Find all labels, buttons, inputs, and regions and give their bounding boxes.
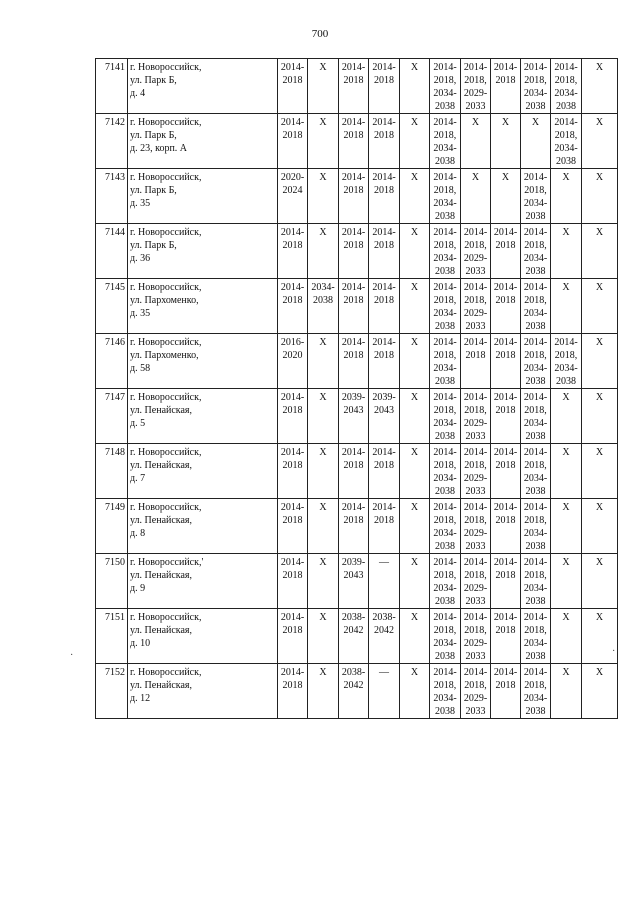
period-cell-10: X	[551, 389, 582, 444]
row-number-cell: 7150	[96, 554, 128, 609]
period-cell-7: 2014- 2018, 2029- 2033	[461, 609, 491, 664]
period-cell-10: 2014- 2018, 2034- 2038	[551, 114, 582, 169]
period-cell-11: X	[582, 224, 618, 279]
period-cell-4: 2014- 2018	[369, 224, 400, 279]
period-cell-9: 2014- 2018, 2034- 2038	[521, 499, 551, 554]
period-cell-5: X	[400, 59, 430, 114]
row-number-cell: 7151	[96, 609, 128, 664]
period-cell-2: X	[308, 664, 339, 719]
period-cell-3: 2014- 2018	[339, 224, 369, 279]
period-cell-10: X	[551, 499, 582, 554]
period-cell-9: 2014- 2018, 2034- 2038	[521, 169, 551, 224]
row-number-cell: 7143	[96, 169, 128, 224]
stray-mark-right: ·	[612, 646, 616, 657]
period-cell-7: 2014- 2018, 2029- 2033	[461, 664, 491, 719]
address-cell: г. Новороссийск, ул. Пархоменко, д. 35	[128, 279, 278, 334]
period-cell-11: X	[582, 169, 618, 224]
period-cell-4: 2039- 2043	[369, 389, 400, 444]
period-cell-2: X	[308, 554, 339, 609]
period-cell-2: X	[308, 444, 339, 499]
table-row	[96, 499, 618, 554]
period-cell-2: X	[308, 334, 339, 389]
period-cell-6: 2014- 2018, 2034- 2038	[430, 169, 461, 224]
period-cell-1: 2014- 2018	[278, 664, 308, 719]
period-cell-4: 2014- 2018	[369, 59, 400, 114]
period-cell-4: 2014- 2018	[369, 444, 400, 499]
period-cell-10: 2014- 2018, 2034- 2038	[551, 334, 582, 389]
period-cell-2: 2034- 2038	[308, 279, 339, 334]
period-cell-10: X	[551, 554, 582, 609]
period-cell-3: 2039- 2043	[339, 389, 369, 444]
table-row	[96, 224, 618, 279]
period-cell-4: 2014- 2018	[369, 279, 400, 334]
period-cell-6: 2014- 2018, 2034- 2038	[430, 609, 461, 664]
register-table	[95, 58, 618, 719]
period-cell-10: X	[551, 609, 582, 664]
period-cell-4: —	[369, 554, 400, 609]
period-cell-3: 2014- 2018	[339, 59, 369, 114]
period-cell-1: 2014- 2018	[278, 499, 308, 554]
row-number-cell: 7149	[96, 499, 128, 554]
period-cell-7: 2014- 2018, 2029- 2033	[461, 389, 491, 444]
period-cell-10: X	[551, 224, 582, 279]
period-cell-11: X	[582, 114, 618, 169]
address-cell: г. Новороссийск, ул. Парк Б, д. 4	[128, 59, 278, 114]
period-cell-1: 2014- 2018	[278, 554, 308, 609]
period-cell-10: X	[551, 664, 582, 719]
period-cell-8: 2014- 2018	[491, 499, 521, 554]
period-cell-8: 2014- 2018	[491, 279, 521, 334]
address-cell: г. Новороссийск, ул. Пенайская, д. 12	[128, 664, 278, 719]
period-cell-1: 2014- 2018	[278, 114, 308, 169]
table-row	[96, 169, 618, 224]
period-cell-11: X	[582, 609, 618, 664]
period-cell-11: X	[582, 59, 618, 114]
table-row	[96, 59, 618, 114]
period-cell-3: 2014- 2018	[339, 114, 369, 169]
period-cell-1: 2016- 2020	[278, 334, 308, 389]
period-cell-9: 2014- 2018, 2034- 2038	[521, 279, 551, 334]
period-cell-8: X	[491, 114, 521, 169]
row-number-cell: 7144	[96, 224, 128, 279]
period-cell-4: 2014- 2018	[369, 169, 400, 224]
period-cell-5: X	[400, 499, 430, 554]
period-cell-5: X	[400, 444, 430, 499]
period-cell-8: 2014- 2018	[491, 59, 521, 114]
period-cell-10: X	[551, 444, 582, 499]
period-cell-11: X	[582, 389, 618, 444]
period-cell-3: 2038- 2042	[339, 609, 369, 664]
period-cell-7: X	[461, 169, 491, 224]
period-cell-6: 2014- 2018, 2034- 2038	[430, 389, 461, 444]
period-cell-6: 2014- 2018, 2034- 2038	[430, 554, 461, 609]
period-cell-6: 2014- 2018, 2034- 2038	[430, 279, 461, 334]
period-cell-6: 2014- 2018, 2034- 2038	[430, 114, 461, 169]
address-cell: г. Новороссийск, ул. Парк Б, д. 35	[128, 169, 278, 224]
period-cell-11: X	[582, 499, 618, 554]
address-cell: г. Новороссийск,' ул. Пенайская, д. 9	[128, 554, 278, 609]
period-cell-9: 2014- 2018, 2034- 2038	[521, 609, 551, 664]
row-number-cell: 7148	[96, 444, 128, 499]
period-cell-6: 2014- 2018, 2034- 2038	[430, 59, 461, 114]
row-number-cell: 7152	[96, 664, 128, 719]
period-cell-10: X	[551, 169, 582, 224]
period-cell-9: 2014- 2018, 2034- 2038	[521, 224, 551, 279]
period-cell-5: X	[400, 664, 430, 719]
period-cell-2: X	[308, 389, 339, 444]
row-number-cell: 7141	[96, 59, 128, 114]
row-number-cell: 7147	[96, 389, 128, 444]
address-cell: г. Новороссийск, ул. Пенайская, д. 8	[128, 499, 278, 554]
period-cell-6: 2014- 2018, 2034- 2038	[430, 334, 461, 389]
address-cell: г. Новороссийск, ул. Пенайская, д. 5	[128, 389, 278, 444]
address-cell: г. Новороссийск, ул. Пенайская, д. 10	[128, 609, 278, 664]
period-cell-5: X	[400, 279, 430, 334]
period-cell-3: 2038- 2042	[339, 664, 369, 719]
row-number-cell: 7145	[96, 279, 128, 334]
period-cell-7: X	[461, 114, 491, 169]
period-cell-1: 2014- 2018	[278, 224, 308, 279]
period-cell-1: 2020- 2024	[278, 169, 308, 224]
period-cell-7: 2014- 2018, 2029- 2033	[461, 224, 491, 279]
period-cell-2: X	[308, 499, 339, 554]
period-cell-3: 2014- 2018	[339, 279, 369, 334]
period-cell-3: 2014- 2018	[339, 334, 369, 389]
period-cell-9: 2014- 2018, 2034- 2038	[521, 334, 551, 389]
period-cell-4: 2038- 2042	[369, 609, 400, 664]
period-cell-2: X	[308, 59, 339, 114]
period-cell-11: X	[582, 554, 618, 609]
period-cell-6: 2014- 2018, 2034- 2038	[430, 444, 461, 499]
table-row	[96, 389, 618, 444]
period-cell-3: 2039- 2043	[339, 554, 369, 609]
period-cell-6: 2014- 2018, 2034- 2038	[430, 664, 461, 719]
period-cell-5: X	[400, 389, 430, 444]
period-cell-2: X	[308, 169, 339, 224]
period-cell-9: 2014- 2018, 2034- 2038	[521, 389, 551, 444]
period-cell-4: 2014- 2018	[369, 499, 400, 554]
period-cell-11: X	[582, 664, 618, 719]
period-cell-2: X	[308, 114, 339, 169]
period-cell-9: 2014- 2018, 2034- 2038	[521, 554, 551, 609]
period-cell-8: 2014- 2018	[491, 554, 521, 609]
period-cell-9: 2014- 2018, 2034- 2038	[521, 444, 551, 499]
table-row	[96, 114, 618, 169]
address-cell: г. Новороссийск, ул. Пархоменко, д. 58	[128, 334, 278, 389]
period-cell-10: 2014- 2018, 2034- 2038	[551, 59, 582, 114]
period-cell-4: —	[369, 664, 400, 719]
table-row	[96, 334, 618, 389]
period-cell-4: 2014- 2018	[369, 334, 400, 389]
row-number-cell: 7142	[96, 114, 128, 169]
period-cell-11: X	[582, 444, 618, 499]
period-cell-4: 2014- 2018	[369, 114, 400, 169]
stray-mark-left: ·	[70, 650, 74, 661]
table-row	[96, 609, 618, 664]
period-cell-1: 2014- 2018	[278, 444, 308, 499]
period-cell-8: 2014- 2018	[491, 224, 521, 279]
period-cell-8: 2014- 2018	[491, 389, 521, 444]
period-cell-7: 2014- 2018, 2029- 2033	[461, 499, 491, 554]
period-cell-1: 2014- 2018	[278, 279, 308, 334]
period-cell-3: 2014- 2018	[339, 169, 369, 224]
period-cell-8: 2014- 2018	[491, 664, 521, 719]
period-cell-8: 2014- 2018	[491, 609, 521, 664]
period-cell-7: 2014- 2018, 2029- 2033	[461, 554, 491, 609]
period-cell-3: 2014- 2018	[339, 444, 369, 499]
address-cell: г. Новороссийск, ул. Парк Б, д. 36	[128, 224, 278, 279]
period-cell-9: 2014- 2018, 2034- 2038	[521, 59, 551, 114]
period-cell-8: 2014- 2018	[491, 444, 521, 499]
page-number: 700	[311, 28, 329, 40]
period-cell-7: 2014- 2018	[461, 334, 491, 389]
table-row	[96, 444, 618, 499]
address-cell: г. Новороссийск, ул. Парк Б, д. 23, корп. А	[128, 114, 278, 169]
period-cell-1: 2014- 2018	[278, 389, 308, 444]
period-cell-9: 2014- 2018, 2034- 2038	[521, 664, 551, 719]
period-cell-1: 2014- 2018	[278, 609, 308, 664]
period-cell-9: X	[521, 114, 551, 169]
period-cell-1: 2014- 2018	[278, 59, 308, 114]
period-cell-2: X	[308, 609, 339, 664]
table-body	[96, 59, 618, 719]
row-number-cell: 7146	[96, 334, 128, 389]
table-row	[96, 279, 618, 334]
period-cell-11: X	[582, 279, 618, 334]
period-cell-5: X	[400, 224, 430, 279]
period-cell-7: 2014- 2018, 2029- 2033	[461, 279, 491, 334]
period-cell-5: X	[400, 169, 430, 224]
period-cell-6: 2014- 2018, 2034- 2038	[430, 224, 461, 279]
period-cell-7: 2014- 2018, 2029- 2033	[461, 59, 491, 114]
period-cell-2: X	[308, 224, 339, 279]
table-row	[96, 554, 618, 609]
period-cell-8: X	[491, 169, 521, 224]
period-cell-5: X	[400, 334, 430, 389]
period-cell-10: X	[551, 279, 582, 334]
period-cell-5: X	[400, 609, 430, 664]
period-cell-5: X	[400, 554, 430, 609]
period-cell-7: 2014- 2018, 2029- 2033	[461, 444, 491, 499]
period-cell-11: X	[582, 334, 618, 389]
address-cell: г. Новороссийск, ул. Пенайская, д. 7	[128, 444, 278, 499]
period-cell-5: X	[400, 114, 430, 169]
period-cell-6: 2014- 2018, 2034- 2038	[430, 499, 461, 554]
table-row	[96, 664, 618, 719]
period-cell-8: 2014- 2018	[491, 334, 521, 389]
period-cell-3: 2014- 2018	[339, 499, 369, 554]
